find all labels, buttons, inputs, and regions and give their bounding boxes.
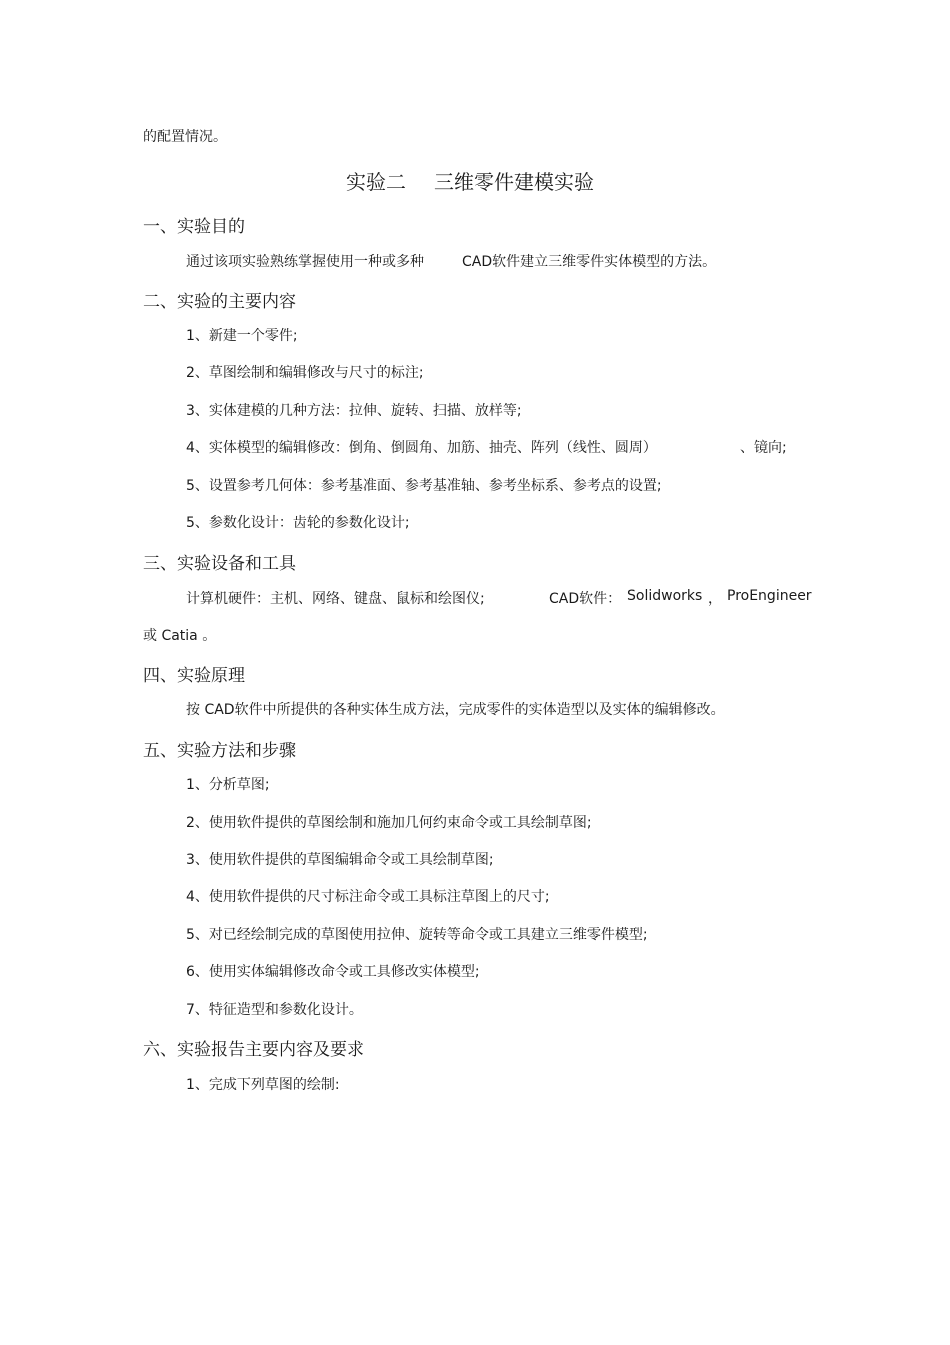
list-item: 2、草图绘制和编辑修改与尺寸的标注; [186,365,424,381]
list-item-text: 4、实体模型的编辑修改：倒角、倒圆角、加筋、抽壳、阵列（线性、圆周） [186,440,657,456]
list-item: 1、完成下列草图的绘制: [186,1077,340,1093]
list-item: 3、使用软件提供的草图编辑命令或工具绘制草图; [186,852,494,868]
list-item-tail: 、镜向; [740,440,787,456]
principle-text: 按 CAD软件中所提供的各种实体生成方法，完成零件的实体造型以及实体的编辑修改。 [186,702,725,718]
software-proengineer: ProEngineer [727,588,812,604]
section-heading-steps: 五、实验方法和步骤 [143,741,296,761]
software-comma: ， [708,591,722,607]
purpose-text-b: CAD软件建立三维零件实体模型的方法。 [462,254,717,270]
section-heading-equipment: 三、实验设备和工具 [143,554,296,574]
list-item: 5、设置参考几何体：参考基准面、参考基准轴、参考坐标系、参考点的设置; [186,478,662,494]
hardware-text: 计算机硬件：主机、网络、键盘、鼠标和绘图仪; [186,591,485,607]
software-label: CAD软件： [549,591,622,607]
list-item: 6、使用实体编辑修改命令或工具修改实体模型; [186,964,480,980]
purpose-text [186,251,716,271]
purpose-text-a: 通过该项实验熟练掌握使用一种或多种 [186,254,424,270]
list-item: 3、实体建模的几种方法：拉伸、旋转、扫描、放样等; [186,403,522,419]
list-item: 1、分析草图; [186,777,270,793]
list-item: 7、特征造型和参数化设计。 [186,1002,363,1018]
list-item: 4、使用软件提供的尺寸标注命令或工具标注草图上的尺寸; [186,889,550,905]
title-number: 实验二 [346,170,406,194]
lead-line: 的配置情况。 [143,129,227,145]
software-line2: 或 Catia 。 [143,628,217,644]
section-heading-content: 二、实验的主要内容 [143,292,296,312]
list-item: 5、参数化设计：齿轮的参数化设计; [186,515,410,531]
section-heading-report: 六、实验报告主要内容及要求 [143,1040,364,1060]
list-item: 1、新建一个零件; [186,328,298,344]
software-solidworks: Solidworks [627,588,703,604]
list-item: 2、使用软件提供的草图绘制和施加几何约束命令或工具绘制草图; [186,815,592,831]
title-name: 三维零件建模实验 [434,170,594,194]
section-heading-purpose: 一、实验目的 [143,217,245,237]
page-title [346,166,594,195]
section-heading-principle: 四、实验原理 [143,666,245,686]
list-item [186,437,657,457]
list-item: 5、对已经绘制完成的草图使用拉伸、旋转等命令或工具建立三维零件模型; [186,927,648,943]
